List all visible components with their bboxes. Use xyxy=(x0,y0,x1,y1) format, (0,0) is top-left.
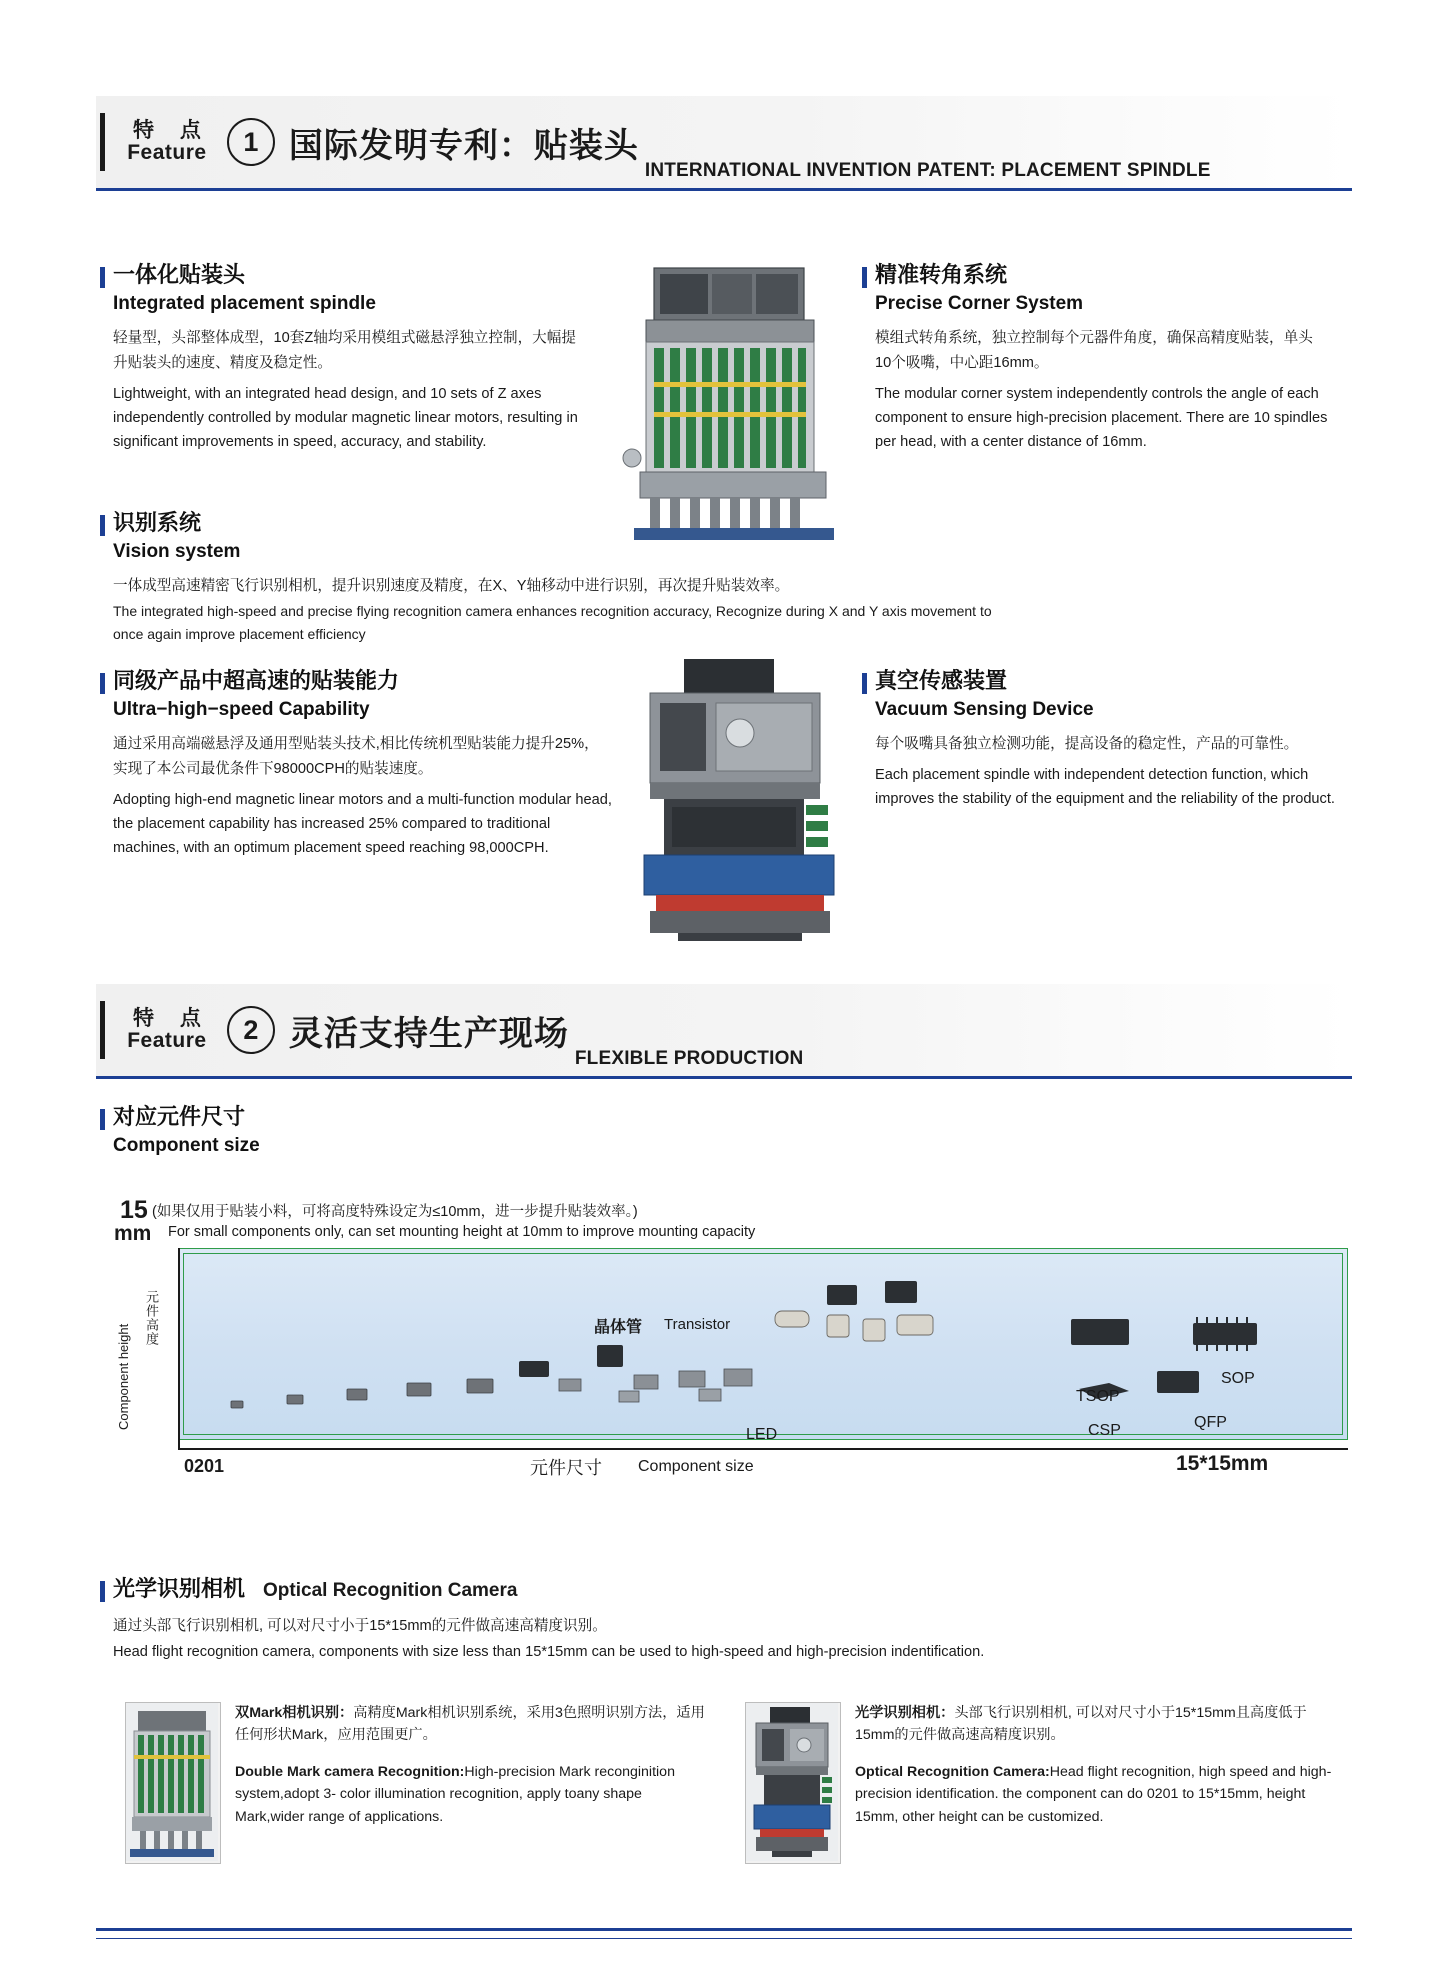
chart-xmin-label: 0201 xyxy=(184,1456,225,1476)
placement-head-image xyxy=(620,262,850,552)
chart-xlabel-en: Component size xyxy=(638,1458,754,1475)
heading-ultra-en: Ultra−high−speed Capability xyxy=(113,699,370,721)
double-mark-title-en: Double Mark camera Recognition: xyxy=(235,1763,465,1780)
body-integrated-en: Lightweight, with an integrated head design, and 10 sets of Z axes independently controlled by modular magnetic linear motors, resulting in significant improvements in speed, accuracy, and stability. xyxy=(113,386,578,450)
chart-annotation-sop: SOP xyxy=(1221,1370,1255,1387)
optical-camera-text xyxy=(855,1702,1333,1864)
heading-optical-cn: 光学识别相机 xyxy=(113,1576,246,1601)
heading-ultra xyxy=(100,668,620,694)
chart-components xyxy=(179,1249,1349,1441)
double-mark-thumbnail xyxy=(125,1702,221,1864)
feature-word xyxy=(123,120,211,164)
placement-head-illustration xyxy=(620,262,850,552)
section-optical-camera xyxy=(100,1576,1300,1665)
feature-word-cn: 特 点 xyxy=(133,1006,211,1030)
section-vision-system xyxy=(100,510,1000,646)
body-optical-cn: 通过头部飞行识别相机, 可以对尺寸小于15*15mm的元件做高速高精度识别。 xyxy=(113,1618,607,1635)
chart-annotation-transistor-en: Transistor xyxy=(664,1316,731,1333)
double-mark-body-en: High-precision Mark reconginition system,adopt 3- color illumination recognition, apply toany shape Mark,wider range of applications. xyxy=(235,1763,675,1825)
chart-ylabel-cn: 元件高度 xyxy=(144,1290,159,1346)
feature-word-en: Feature xyxy=(127,1029,207,1052)
placement-module-illustration xyxy=(620,655,860,945)
chart-ymax-unit: mm xyxy=(114,1222,152,1245)
component-size-chart xyxy=(96,1190,1356,1530)
heading-component-size xyxy=(100,1104,500,1130)
feature-number-2: 2 xyxy=(227,1006,275,1054)
body-vacuum-en: Each placement spindle with independent detection function, which improves the stability of the equipment and the reliability of the product. xyxy=(875,767,1335,807)
card-optical-camera xyxy=(745,1702,1345,1864)
chart-note-cn: (如果仅用于贴装小料，可将高度特殊设定为≤10mm，进一步提升贴装效率。) xyxy=(152,1204,638,1220)
placement-module-image xyxy=(620,655,860,945)
card-double-mark xyxy=(125,1702,725,1864)
double-mark-cn xyxy=(235,1702,713,1747)
heading-vision xyxy=(100,510,1000,536)
chart-annotation-qfp: QFP xyxy=(1194,1414,1227,1431)
heading-integrated xyxy=(100,262,600,288)
heading-component-size-en: Component size xyxy=(113,1135,260,1157)
chart-x-axis xyxy=(178,1448,1348,1450)
optical-camera-en xyxy=(855,1761,1333,1828)
heading-tick xyxy=(100,673,105,694)
heading-integrated-cn: 一体化贴装头 xyxy=(113,262,246,287)
heading-component-size-cn: 对应元件尺寸 xyxy=(113,1104,246,1129)
section-vacuum-sensing xyxy=(862,668,1342,812)
optical-camera-body-cn: 头部飞行识别相机, 可以对尺寸小于15*15mm且高度低于15mm的元件做高速高精度识别。 xyxy=(855,1705,1307,1744)
chart-y-axis xyxy=(178,1248,180,1448)
heading-vacuum-cn: 真空传感装置 xyxy=(875,668,1008,693)
chart-ylabel-en: Component height xyxy=(116,1323,131,1430)
body-ultra-en: Adopting high-end magnetic linear motors and a multi-function modular head, the placement capability has increased 25% compared to traditional machines, with an optimum placement speed reaching 98,000CPH. xyxy=(113,792,612,856)
section-ultra-high-speed xyxy=(100,668,620,860)
feature-title-en-2: FLEXIBLE PRODUCTION xyxy=(574,1048,804,1069)
feature-title-cn-2: 灵活支持生产现场 xyxy=(288,1014,569,1053)
double-mark-title-cn: 双Mark相机识别： xyxy=(235,1705,354,1721)
body-corner-cn: 模组式转角系统，独立控制每个元器件角度，确保高精度贴装，单头10个吸嘴，中心距16mm。 xyxy=(875,330,1313,372)
footer-rule-thin xyxy=(96,1938,1352,1939)
chart-annotation-csp: CSP xyxy=(1088,1422,1121,1439)
heading-ultra-cn: 同级产品中超高速的贴装能力 xyxy=(113,668,400,693)
optical-camera-thumbnail xyxy=(745,1702,841,1864)
feature-word-en: Feature xyxy=(127,141,207,164)
banner-accent-bar xyxy=(100,113,105,171)
double-mark-body-cn: 高精度Mark相机识别系统，采用3色照明识别方法，适用任何形状Mark，应用范围更广。 xyxy=(235,1705,705,1744)
double-mark-illustration xyxy=(126,1703,218,1861)
feature-title-en-1: INTERNATIONAL INVENTION PATENT: PLACEMENT SPINDLE xyxy=(644,160,1211,181)
section-component-size xyxy=(100,1104,500,1158)
heading-tick xyxy=(100,1109,105,1130)
heading-tick xyxy=(862,267,867,288)
heading-optical xyxy=(100,1576,1300,1602)
heading-tick xyxy=(100,267,105,288)
chart-ymax-value: 15 xyxy=(120,1196,148,1224)
footer-rule-thick xyxy=(96,1928,1352,1931)
chart-plot-area xyxy=(178,1248,1348,1440)
body-vacuum-cn: 每个吸嘴具备独立检测功能，提高设备的稳定性，产品的可靠性。 xyxy=(875,736,1299,753)
heading-vision-cn: 识别系统 xyxy=(113,510,202,535)
feature-banner-1 xyxy=(96,96,1352,191)
optical-camera-cn xyxy=(855,1702,1333,1747)
section-corner-system xyxy=(862,262,1332,454)
heading-tick xyxy=(862,673,867,694)
heading-tick xyxy=(100,515,105,536)
heading-optical-en: Optical Recognition Camera xyxy=(263,1580,518,1601)
heading-vacuum-en: Vacuum Sensing Device xyxy=(875,699,1094,721)
body-vision-cn: 一体成型高速精密飞行识别相机，提升识别速度及精度，在X、Y轴移动中进行识别，再次提升贴装效率。 xyxy=(113,578,790,595)
chart-annotation-tsop: TSOP xyxy=(1076,1388,1120,1405)
double-mark-en xyxy=(235,1761,713,1828)
heading-tick xyxy=(100,1581,105,1602)
feature-word-cn: 特 点 xyxy=(133,118,211,142)
optical-camera-illustration xyxy=(746,1703,838,1861)
section-integrated-spindle xyxy=(100,262,600,454)
body-corner-en: The modular corner system independently controls the angle of each component to ensure high-precision placement. There are 10 spindles per head, with a center distance of 16mm. xyxy=(875,386,1328,450)
optical-camera-title-en: Optical Recognition Camera: xyxy=(855,1763,1050,1780)
chart-xlabel-cn: 元件尺寸 xyxy=(530,1458,602,1478)
heading-vacuum xyxy=(862,668,1342,694)
banner-accent-bar xyxy=(100,1001,105,1059)
chart-note-en: For small components only, can set mounting height at 10mm to improve mounting capacity xyxy=(168,1224,756,1240)
chart-annotation-led: LED xyxy=(746,1426,778,1443)
feature-title-cn-1: 国际发明专利：贴装头 xyxy=(288,126,639,165)
feature-banner-2 xyxy=(96,984,1352,1079)
heading-integrated-en: Integrated placement spindle xyxy=(113,293,376,315)
body-vision-en: The integrated high-speed and precise flying recognition camera enhances recognition accuracy, Recognize during X and Y axis movement to once again improve placement efficiency xyxy=(113,603,992,642)
body-ultra-cn: 通过采用高端磁悬浮及通用型贴装头技术,相比传统机型贴装能力提升25%，实现了本公司最优条件下98000CPH的贴装速度。 xyxy=(113,736,599,778)
heading-corner-en: Precise Corner System xyxy=(875,293,1084,315)
body-integrated-cn: 轻量型，头部整体成型，10套Z轴均采用模组式磁悬浮独立控制，大幅提升贴装头的速度、精度及稳定性。 xyxy=(113,330,576,372)
heading-corner-cn: 精准转角系统 xyxy=(875,262,1008,287)
chart-xmax-label: 15*15mm xyxy=(1176,1452,1269,1475)
heading-vision-en: Vision system xyxy=(113,541,241,563)
body-optical-en: Head flight recognition camera, components with size less than 15*15mm can be used to high-speed and high-precision indentification. xyxy=(113,1644,985,1661)
feature-number-1: 1 xyxy=(227,118,275,166)
optical-camera-title-cn: 光学识别相机： xyxy=(855,1705,955,1721)
optical-camera-body-en: Head flight recognition, high speed and high-precision identification. the component can do 0201 to 15*15mm, height 15mm, other height can be customized. xyxy=(855,1763,1332,1825)
chart-annotation-transistor-cn: 晶体管 xyxy=(594,1319,643,1336)
heading-corner xyxy=(862,262,1332,288)
feature-word xyxy=(123,1008,211,1052)
double-mark-text xyxy=(235,1702,713,1864)
